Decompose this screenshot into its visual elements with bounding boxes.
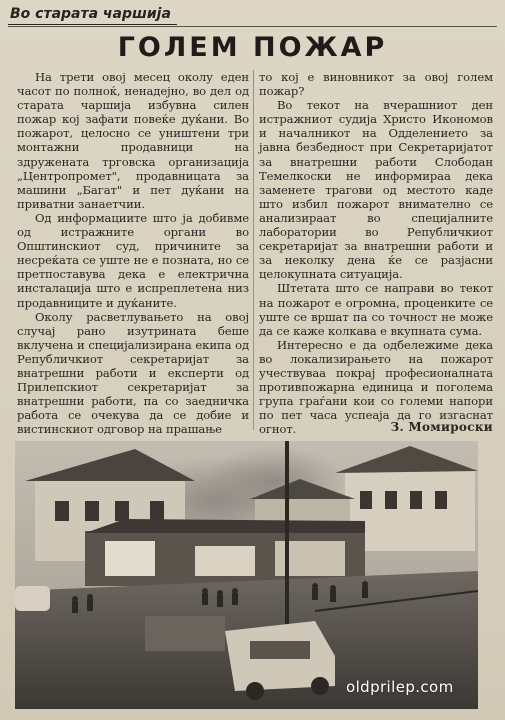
left-column bbox=[17, 70, 249, 436]
rubric-divider bbox=[8, 26, 497, 27]
author-signature: З. Момироски bbox=[390, 420, 493, 434]
street-fire-photo bbox=[15, 441, 478, 709]
paragraph: Околу расветлувањето на овој случај рано изутрината беше вклучена и специјализирана екипа од Републичкиот секретаријат за внатрешни работи и експерти од Прилепскиот секретаријат за внатрешни работи, па со заедничка работа се очекува да се добие и вистинскиот одговор на прашање bbox=[17, 309, 249, 437]
paragraph: Интересно е да одбележиме дека во локализирањето на пожарот учествуваа покрај професионалната противпожарна единица и поголема група граѓани кои со големи напори по пет часа успеаја да го изгаснат огнот. bbox=[259, 337, 493, 437]
section-rubric: Во старата чаршија bbox=[8, 6, 177, 25]
column-divider bbox=[253, 70, 254, 430]
paragraph: На трети овој месец околу еден часот по полноќ, ненадејно, во дел од старата чаршија избувна силен пожар кој зафати повеќе дуќани. Во пожарот, целосно се уништени три монтажни продавници на здружената трговска организација „Центропромет", продавницата за машини „Багат" и пет дуќани на приватни занаетчии. bbox=[17, 70, 249, 211]
site-watermark: oldprilep.com bbox=[346, 678, 454, 696]
paragraph: Од информациите што ја добивме од истражните органи во Општинскиот суд, причините за несреќата се уште не е позната, но се претпоставува дека е електрична инсталација што е испреплетена низ продавниците и дуќаните. bbox=[17, 210, 249, 310]
photo-illustration bbox=[15, 441, 478, 709]
right-column bbox=[259, 70, 493, 436]
paragraph: то кој е виновникот за овој голем пожар? bbox=[259, 70, 493, 99]
paragraph: Во текот на вчерашниот ден истражниот судија Христо Икономов и началникот на Одделението за јавна безбедност при Секретаријатот за внатрешни работи Слободан Темелкоски не информираа дека заменете трагови од местото каде што избил пожарот внимателно се анализираат во специјалните лаборатории во Републичкиот секретаријат за внатрешни работи и за неколку дена ќе се разјасни целокупната ситуација. bbox=[259, 98, 493, 282]
paragraph: Штетата што се направи во текот на пожарот е огромна, проценките се уште се вршат па со точност не може да се каже колкава е вкупната сума. bbox=[259, 281, 493, 338]
article-headline: ГОЛЕМ ПОЖАР bbox=[117, 32, 388, 63]
